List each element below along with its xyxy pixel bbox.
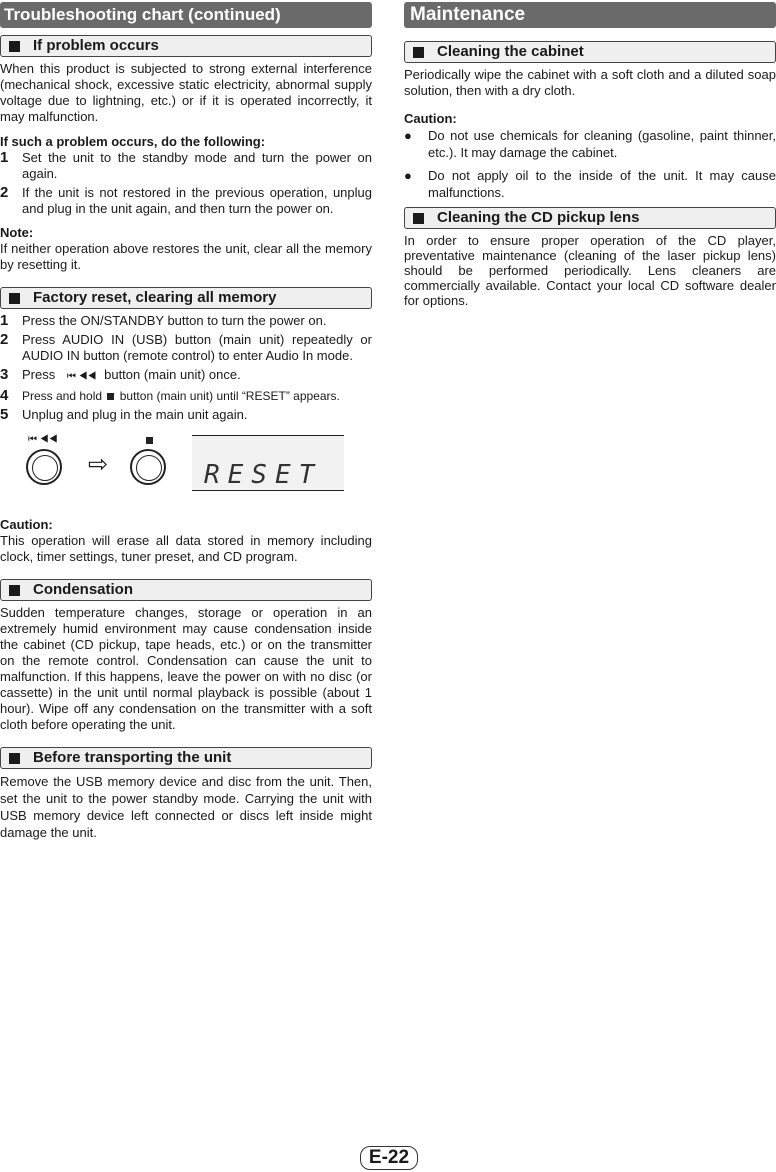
if-problem-steps bbox=[0, 150, 372, 217]
caution-text: This operation will erase all data stored in memory including clock, timer settings, tuner preset, and CD program. bbox=[0, 533, 372, 564]
square-bullet-icon bbox=[413, 47, 424, 58]
bullet-text: Do not apply oil to the inside of the unit. It may cause malfunctions. bbox=[428, 168, 776, 200]
section-heading-cd-pickup bbox=[404, 207, 776, 229]
step-text-pre: Press bbox=[22, 367, 56, 382]
square-bullet-icon bbox=[413, 213, 424, 224]
square-bullet-icon bbox=[9, 753, 20, 764]
stop-knob bbox=[130, 449, 166, 485]
step-number: 2 bbox=[0, 184, 9, 201]
circle-bullet-icon: ● bbox=[404, 168, 412, 183]
if-problem-intro: When this product is subjected to strong external interference (mechanical shock, excessive static electricity, abnormal supply voltage due to lightning, etc.) or if it is operated incorrectly, it may malfunction. bbox=[0, 61, 372, 124]
page-number: E-22 bbox=[360, 1146, 418, 1170]
chapter-title-maintenance: Maintenance bbox=[404, 2, 776, 28]
note-text: If neither operation above restores the unit, clear all the memory by resetting it. bbox=[0, 241, 372, 272]
step-text: Set the unit to the standby mode and turn the power on again. bbox=[22, 150, 372, 181]
square-bullet-icon bbox=[9, 41, 20, 52]
right-column bbox=[404, 2, 776, 317]
factory-reset-steps bbox=[0, 313, 372, 423]
stop-icon bbox=[146, 437, 153, 444]
section-heading-label: Factory reset, clearing all memory bbox=[33, 289, 277, 306]
step-number: 3 bbox=[0, 366, 9, 383]
step-text: Unplug and plug in the main unit again. bbox=[22, 407, 248, 422]
section-heading-factory-reset bbox=[0, 287, 372, 309]
lcd-display-text: RESET bbox=[204, 460, 323, 490]
section-heading-transport bbox=[0, 747, 372, 769]
bullet-text: Do not use chemicals for cleaning (gasoline, paint thinner, etc.). It may damage the cabinet. bbox=[428, 128, 776, 160]
section-heading-label: Condensation bbox=[33, 581, 133, 598]
step-text bbox=[22, 367, 372, 385]
step-item bbox=[0, 367, 372, 385]
section-heading-if-problem bbox=[0, 35, 372, 57]
square-bullet-icon bbox=[9, 585, 20, 596]
note-label: Note: bbox=[0, 225, 34, 240]
step-item bbox=[0, 313, 372, 329]
section-heading-condensation bbox=[0, 579, 372, 601]
step-number: 5 bbox=[0, 406, 9, 423]
step-text: Press AUDIO IN (USB) button (main unit) repeatedly or AUDIO IN button (remote control) to enter Audio In mode. bbox=[22, 332, 372, 363]
step-number: 1 bbox=[0, 149, 9, 166]
step-item bbox=[0, 185, 372, 217]
section-heading-label: Cleaning the cabinet bbox=[437, 43, 584, 60]
step-number: 1 bbox=[0, 312, 9, 329]
skip-back-icon: ⏮ ◀◀ bbox=[66, 371, 97, 382]
step-text: If the unit is not restored in the previous operation, unplug and plug in the unit again, and then turn the power on. bbox=[22, 185, 372, 216]
cabinet-caution-list bbox=[404, 127, 776, 201]
square-bullet-icon bbox=[9, 293, 20, 304]
left-column bbox=[0, 2, 372, 850]
step-text-post: button (main unit) once. bbox=[104, 367, 241, 382]
list-item bbox=[404, 127, 776, 161]
section-heading-label: Before transporting the unit bbox=[33, 749, 232, 766]
step-text-post: button (main unit) until “RESET” appears. bbox=[119, 389, 340, 403]
caution-label: Caution: bbox=[0, 517, 53, 532]
chapter-title-troubleshooting: Troubleshooting chart (continued) bbox=[0, 2, 372, 28]
step-item bbox=[0, 407, 372, 423]
condensation-text: Sudden temperature changes, storage or operation in an extremely humid environment may cause condensation inside the cabinet (CD pickup, tape heads, etc.) or on the transmitter on the remote control. Condensation can cause the unit to malfunction. If this happens, leave the power on with no disc (or cassette) in the unit until normal playback is possible (about 1 hour). Wipe off any condensation on the transmitter with a soft cloth before operating the unit. bbox=[0, 605, 372, 732]
step-text: Press the ON/STANDBY button to turn the power on. bbox=[22, 313, 327, 328]
right-arrow-icon: ⇨ bbox=[88, 451, 109, 478]
step-item bbox=[0, 388, 372, 404]
section-heading-label: If problem occurs bbox=[33, 37, 159, 54]
skip-back-icon: ⏮ ◀◀ bbox=[28, 434, 58, 445]
transport-text: Remove the USB memory device and disc from the unit. Then, set the unit to the power standby mode. Carrying the unit with USB memory device left connected or discs left inside might damage the unit. bbox=[0, 774, 372, 840]
skip-back-knob bbox=[26, 449, 62, 485]
step-text-pre: Press and hold bbox=[22, 389, 103, 403]
step-item bbox=[0, 150, 372, 182]
cd-pickup-text: In order to ensure proper operation of the CD player, preventative maintenance (cleaning of the laser pickup lens) should be performed periodically. Lens cleaners are commercially available. Contact your local CD software dealer for options. bbox=[404, 233, 776, 308]
list-item bbox=[404, 167, 776, 201]
cabinet-text: Periodically wipe the cabinet with a soft cloth and a diluted soap solution, then with a dry cloth. bbox=[404, 67, 776, 98]
lcd-display bbox=[192, 435, 344, 491]
step-item bbox=[0, 332, 372, 364]
reset-illustration bbox=[0, 431, 372, 511]
caution-label: Caution: bbox=[404, 111, 457, 126]
step-text bbox=[22, 388, 372, 404]
section-heading-label: Cleaning the CD pickup lens bbox=[437, 209, 640, 226]
if-problem-subheading: If such a problem occurs, do the following: bbox=[0, 134, 266, 149]
stop-icon bbox=[107, 393, 114, 400]
step-number: 2 bbox=[0, 331, 9, 348]
step-number: 4 bbox=[0, 387, 9, 404]
section-heading-cabinet bbox=[404, 41, 776, 63]
circle-bullet-icon: ● bbox=[404, 128, 412, 143]
